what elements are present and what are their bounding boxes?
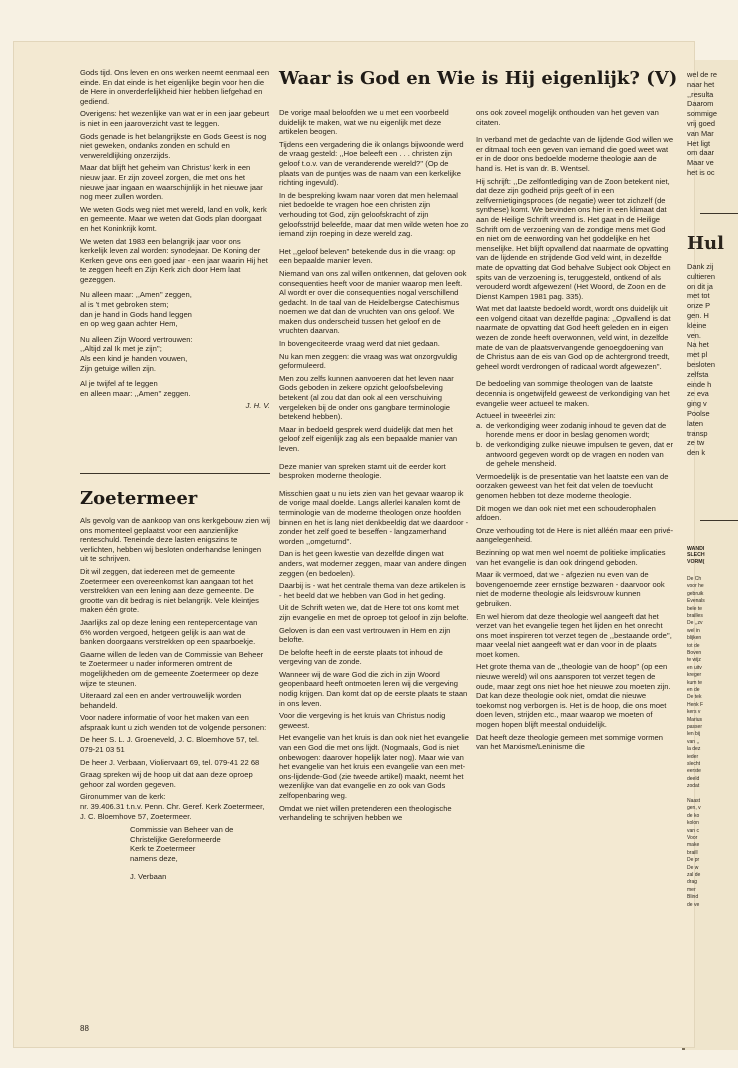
edge-line: ,,resulta: [687, 89, 714, 99]
paragraph: Bezinning op wat men wel noemt de politieke implicaties van het evangelie is dan ook dringend geboden.: [476, 547, 666, 567]
contact-line: De heer J. Verbaan, Violiervaart 69, tel. 079-41 22 68: [80, 757, 260, 767]
paragraph: Graag spreken wij de hoop uit dat aan deze oproep gehoor zal worden gegeven.: [80, 770, 253, 789]
paragraph: Jaarlijks zal op deze lening een rentepercentage van 6% worden vergoed, hetgeen gelijk is aan wat de banken doorgaans verstrekken op een spaarboekje.: [80, 617, 258, 647]
edge-line: kolon: [687, 820, 699, 827]
next-page-heading: Hul: [687, 233, 724, 254]
divider: [700, 213, 738, 214]
list-item: [476, 440, 674, 469]
edge-line: het is oc: [687, 168, 715, 177]
edge-line: de ve: [687, 901, 700, 908]
edge-line: cultieren: [687, 271, 715, 281]
poem-stanza: [80, 290, 270, 328]
edge-line: transp: [687, 428, 708, 438]
paragraph: In de bespreking kwam naar voren dat men helemaal niet bedoelde te vragen hoe een christen zijn verhouding tot God, zijn geloofskracht of zijn geloofsstrijd beleefde, maar dat men wilde weten hoe zo iemand zijn roeping in deze wereld zag.: [279, 190, 469, 239]
edge-line: ieder: [687, 753, 699, 760]
signoff-line: Kerk te Zoetermeer: [130, 844, 196, 854]
paragraph: Het grote thema van de ,,theologie van de hoop'' (op een nieuwe wereld) wil ons aansporen tot verzet tegen de oude, maar zegt ons niet hoe het nieuwe zou moeten zijn. Dat kan deze theologie ook niet, omdat die nieuwe toekomst nog verborgen is. Het is de hoop, die ons moet doen leven, strijden etc., maar waarop we moeten of mogen hopen blijft meestal onduidelijk.: [476, 662, 671, 730]
edge-line: blijken: [687, 635, 702, 642]
article-middle-column: [279, 108, 469, 826]
edge-line: ven.: [687, 330, 701, 340]
paragraph: En wel hierom dat deze theologie wel aangeeft dat het verzet van het evangelie tegen het lijden en het onrecht ons moet inspireren tot verzet tegen de ,,bestaande orde'', maar veelal niet aangeeft wat er dan voor in de plaats moet komen.: [476, 611, 672, 659]
signoff: [80, 825, 270, 881]
paragraph: Gaarne willen de leden van de Commissie van Beheer te Zoetermeer u nader informeren omtrent de mogelijkheden om de gemeente Zoetermeer op deze wijze te steunen.: [80, 649, 264, 688]
poem-line: en op weg gaan achter Hem,: [80, 319, 178, 329]
paragraph: Nu kan men zeggen: die vraag was wat onzorgvuldig geformuleerd.: [279, 351, 458, 371]
poem-stanza: [80, 379, 270, 398]
edge-line: wel in: [687, 627, 700, 634]
edge-line: sommige: [687, 109, 717, 119]
edge-line: la dez: [687, 746, 701, 753]
edge-line: besloten: [687, 360, 715, 369]
edge-line: Blind: [687, 894, 699, 901]
edge-line: Marius: [687, 716, 703, 723]
edge-line: ze tw: [687, 438, 705, 448]
list-item: [476, 421, 674, 440]
paragraph: Dit wil zeggen, dat iedereen met de gemeente Zoetermeer een overeenkomst kan aangaan tot het verstrekken van een lening aan deze gemeente. De grootte van dit bedrag is niet belangrijk. Vele kleintjes maken één grote.: [80, 566, 259, 615]
edge-line: bele te: [687, 605, 703, 612]
edge-line: Naast: [687, 798, 701, 804]
poem-line: Zijn getuige willen zijn.: [80, 363, 156, 373]
paragraph: Deze manier van spreken stamt uit de eerder kort besproken moderne theologie.: [279, 461, 446, 481]
edge-line: zal de: [687, 872, 701, 878]
edge-line: laten: [687, 418, 704, 428]
list: [476, 421, 674, 469]
edge-line: Dank zij: [687, 262, 714, 271]
list-marker: a.: [476, 420, 483, 430]
paragraph: We weten Gods weg niet met wereld, land en volk, kerk en gemeente. Maar we weten dat Gods plan doorgaat en het Koninkrijk komt.: [80, 204, 267, 233]
edge-line: de ko: [687, 812, 700, 819]
paragraph: Het ,,geloof beleven'' betekende dus in die vraag: op een bepaalde manier leven.: [279, 246, 456, 266]
poem-line: Al je twijfel af te leggen: [80, 379, 158, 389]
edge-line: De w: [687, 864, 699, 871]
edge-line: Daarom: [687, 99, 714, 109]
edge-line: kum te: [687, 679, 703, 686]
edge-line: vrij goed: [687, 119, 715, 128]
paragraph: Voor nadere informatie of voor het maken van een afspraak kunt u zich wenden tot de volgende personen:: [80, 713, 267, 732]
article-title: Waar is God en Wie is Hij eigenlijk? (V): [279, 68, 678, 89]
edge-line: mer: [687, 886, 696, 893]
edge-line: on dit ja: [687, 281, 713, 291]
edge-line: voor he: [687, 583, 704, 590]
paragraph: De bedoeling van sommige theologen van de laatste decennia is ongetwijfeld geweest de verkondiging van het evangelie weer actueel te maken.: [476, 379, 670, 408]
edge-line: en de: [687, 687, 700, 693]
poem-line: dan je hand in Gods hand leggen: [80, 309, 192, 319]
poem-line: ,,Altijd zal Ik met je zijn'';: [80, 344, 162, 354]
contact-line: De heer S. L. J. Groeneveld, J. C. Bloemhove 57, tel. 079-21 03 51: [80, 735, 259, 755]
paragraph: Wanneer wij de ware God die zich in zijn Woord geopenbaard heeft ontmoeten leren wij die vergeving nodig krijgen. Dan komt dat op de eerste plaats te staan in ons leven.: [279, 669, 468, 708]
edge-line: Voor: [687, 835, 698, 841]
edge-line: Henk F: [687, 701, 704, 708]
signoff-line: namens deze,: [130, 854, 178, 863]
edge-line: braill: [687, 849, 698, 856]
edge-line: onze P: [687, 301, 711, 311]
paragraph: Als gevolg van de aankoop van ons kerkgebouw zien wij ons momenteel geplaatst voor een aanzienlijke renteschuld. Teneinde deze lasten enigszins te verlichten, hebben wij besloten onderhandse leningen uit te schrijven.: [80, 516, 270, 564]
edge-line: Het ligt: [687, 138, 711, 148]
edge-line: Maar ve: [687, 158, 714, 168]
paragraph: Omdat we niet willen pretenderen een theologische verhandeling te schrijven hebben we: [279, 803, 452, 823]
quote-paragraph: Hij schrijft: ,,De zelfontlediging van de Zoon betekent niet, dat deze zijn godheid prijs geeft of in een zelfvernietigingsproces (de negatie) weer tot zichzelf (de synthese) komt. We bevinden ons hier in een klimaat dat aan de Heilige Schrift vreemd is. Het gaat in de Heilige Schrift om de verzoening van de zondige mens met God en niet om de eenwording van het goddelijke en het menselijke. Het blijft opvallend dat naarmate de opvatting van de lijdende en strijdende God veld wint, in dezelfde mate de opvatting dat God behalve Subject ook Object en spits van de verzoening is, teruggesteld, ontkend of als verouderd wordt afgewezen! (Het Woord, de Zoon en de Dienst Kampen 1981 pag. 335).: [476, 176, 671, 301]
paragraph: Gironummer van de kerk:: [80, 792, 166, 802]
edge-line: kreger: [687, 672, 702, 679]
edge-line: met pl: [687, 350, 708, 360]
list-item-text: de verkondiging zulke nieuwe impulsen te geven, dat er antwoord gegeven wordt op de vragen en noden van de gehele mensheid.: [486, 440, 674, 469]
paragraph: Niemand van ons zal willen ontkennen, dat geloven ook consequenties heeft voor de manier waarop men leeft. Al wordt er over die consequenties nogal verschillend gedacht. In de taal van de Heidelbergse Catechismus noemen we dat dan de vruchten van ons geloof. We maken dus onderscheid tussen het geloof en de vruchten daarvan.: [279, 268, 467, 336]
edge-line: den k: [687, 448, 706, 458]
paragraph: Maar in bedoeld gesprek werd duidelijk dat men het geloof zelf eigenlijk zag als een bepaalde manier van leven.: [279, 424, 458, 453]
poem-line: Als een kind je handen vouwen,: [80, 354, 188, 364]
list-item-text: de verkondiging weer zodanig inhoud te geven dat de horende mens er door in beslag genomen wordt;: [486, 420, 667, 440]
paragraph: ons ook zoveel mogelijk onthouden van het geven van citaten.: [476, 108, 659, 127]
edge-line: ging v: [687, 399, 707, 409]
edge-line: len bij: [687, 731, 701, 738]
giro-line: nr. 39.406.31 t.n.v. Penn. Chr. Geref. Kerk Zoetermeer, J. C. Bloemhove 57, Zoetermeer.: [80, 802, 265, 821]
edge-line: De pr: [687, 857, 700, 864]
author-signature: J. H. V.: [245, 401, 270, 411]
paragraph: Maar ik vermoed, dat we - afgezien nu even van de bovengenoemde zeer ernstige bezwaren - daarvoor ook niet de moderne theologie als leidsvrouw kunnen gebruiken.: [476, 570, 665, 608]
edge-line: slecht: [687, 761, 701, 767]
edge-line: zelfsta: [687, 369, 709, 379]
edge-line: tot de: [687, 642, 700, 649]
edge-line: De Ch: [687, 576, 702, 582]
edge-line: van c: [687, 827, 699, 834]
paragraph: Overigens: het wezenlijke van wat er in een jaar gebeurt is niet in een jaaroverzicht vast te leggen.: [80, 109, 270, 128]
poem-line: en alleen maar: ,,Amen'' zeggen.: [80, 388, 191, 398]
edge-line: WANDI: [687, 546, 705, 552]
paragraph: We weten dat 1983 een belangrijk jaar voor ons kerkelijk leven zal worden: synodejaar. De Koning der Kerken geve ons een goed jaar - een jaar waarin Hij het te zeggen heeft en Zijn Kerk zich door Hem laat gezeggen.: [80, 236, 268, 284]
edge-line: om daar: [687, 148, 715, 158]
edge-line: De ,,zv: [687, 620, 703, 627]
poem-line: Nu alleen maar: ,,Amen'' zeggen,: [80, 290, 192, 300]
paragraph: Dit mogen we dan ook niet met een schouderophalen afdoen.: [476, 503, 656, 523]
paragraph: Dat heeft deze theologie gemeen met sommige vormen van het Marxisme/Leninisme die: [476, 732, 663, 752]
paragraph: In verband met de gedachte van de lijdende God willen we er ditmaal toch een geven van iemand die goed weet wat er in de door ons bedoelde moderne theologie aan de hand is. Het is van dr. B. Wentsel.: [476, 135, 674, 173]
edge-line: einde h: [687, 379, 712, 389]
article-right-column: [476, 108, 674, 755]
edge-line: eerste: [687, 768, 701, 775]
edge-line: gebruik: [687, 590, 704, 597]
signoff-line: Commissie van Beheer van de: [130, 825, 234, 835]
poem-stanza: [80, 335, 270, 373]
paragraph: Actueel in tweeërlei zin:: [476, 411, 556, 421]
divider: [700, 520, 738, 521]
edge-line: SLECH: [687, 552, 705, 559]
paragraph: Daarbij is - wat het centrale thema van deze artikelen is - het beeld dat we hebben van God in het geding.: [279, 581, 466, 600]
paragraph: Voor die vergeving is het kruis van Christus nodig geweest.: [279, 711, 446, 730]
edge-line: Evenals: [687, 598, 705, 605]
divider: [80, 473, 270, 474]
paragraph: Het evangelie van het kruis is dan ook niet het evangelie van een God die met ons lijdt. (Nogmaals, God is niet onbewogen: daarover hopelijk later nog). Maar wie van het evangelie van het kruis een evangelie van een met-ons-lijdende-God (zie tweede artikel) maakt, neemt het wezenlijke van dat evangelie en zo ook van Gods zelfopenbaring weg.: [279, 733, 469, 800]
poem-line: Nu alleen Zijn Woord vertrouwen:: [80, 334, 193, 344]
paragraph: De belofte heeft in de eerste plaats tot inhoud de vergeving van de zonde.: [279, 647, 443, 667]
edge-line: Na het: [687, 340, 709, 350]
edge-line: met tot: [687, 291, 710, 301]
edge-line: en uitv: [687, 664, 702, 671]
edge-line: zodat: [687, 783, 700, 790]
paragraph: Dan is het geen kwestie van dezelfde dingen wat anders, wat moderner zeggen, maar van andere dingen zeggen (en bedoelen).: [279, 549, 467, 578]
edge-line: brailles: [687, 613, 703, 619]
edge-line: kers v: [687, 709, 701, 716]
paragraph: Geloven is dan een vast vertrouwen in Hem en zijn belofte.: [279, 625, 451, 645]
signer-name: J. Verbaan: [130, 871, 167, 881]
edge-line: van Mar: [687, 128, 714, 138]
edge-line: wel de re: [687, 70, 717, 79]
paragraph: Gods genade is het belangrijkste en Gods Geest is nog niet geweken, ondanks zonden en schuld en verwereldlijking onzerzijds.: [80, 131, 267, 160]
edge-line: naar het: [687, 79, 715, 89]
edge-line: passer: [687, 724, 703, 730]
left-column: [80, 68, 270, 411]
poem-line: al is 't met gebroken stem;: [80, 300, 169, 310]
edge-line: kleine: [687, 320, 707, 330]
edge-line: ze eva: [687, 389, 709, 399]
quote-paragraph: Wat met dat laatste bedoeld wordt, wordt ons duidelijk uit een volgend citaat van dezelfde pagina: ,,Opvallend is dat naarmate de opvatting dat God heeft geleden en in eigen wezen de zonde heeft overwonnen, veld wint, in dezelfde mate de van de plaatsvervangende genoegdoening van de Christus aan de eis van God op de achtergrond treedt, geheel wordt verdrongen of radicaal wordt afgewezen''.: [476, 304, 671, 371]
paragraph: Men zou zelfs kunnen aanvoeren dat het leven naar Gods geboden in zekere opzicht geloofsbeleving betekent (al zou dat dan ook al een verschuiving vergeleken bij de onder ons gangbare terminologie betekend hebben).: [279, 373, 454, 422]
edge-line: Boven: [687, 650, 702, 656]
paragraph: Vermoedelijk is de presentatie van het laatste een van de oorzaken geweest van het feit dat velen de toevlucht genomen hebben tot deze moderne theologie.: [476, 471, 669, 500]
paragraph: Misschien gaat u nu iets zien van het gevaar waarop ik de vorige maal doelde. Langs allerlei kanalen komt de terminologie van de moderne theologen onze hoofden binnen en het is lang niet denkbeeldig dat we daardoor - zonder het zelf goed te beseffen - langzamerhand worden ,,omgeturnd''.: [279, 488, 469, 546]
edge-line: van ,,: [687, 738, 700, 745]
section-heading: Zoetermeer: [80, 488, 198, 509]
edge-line: drag: [687, 879, 698, 886]
edge-line: deeld: [687, 775, 700, 782]
paragraph: Maar dat blijft het geheim van Christus' kerk in een nieuw jaar. Er zijn zoveel zorgen, die met ons het nieuwe jaar ingaan en waarschijnlijk in het nieuwe jaar nog meer zullen worden.: [80, 163, 263, 202]
edge-line: make: [687, 842, 700, 849]
zoetermeer-section: [80, 488, 270, 881]
edge-line: gen, v: [687, 805, 701, 812]
paragraph: De vorige maal beloofden we u met een voorbeeld duidelijk te maken, wat we nu eigenlijk met deze artikelen beogen.: [279, 108, 449, 137]
paragraph: Gods tijd. Ons leven en ons werken neemt eenmaal een einde. En dat einde is het eigenlijke begin voor hen die de Here in onverderfelijkheid hier hebben liefgehad en gediend.: [80, 68, 270, 106]
edge-line: gen. H: [687, 311, 709, 320]
edge-line: te wijz: [687, 657, 701, 664]
paragraph: Uiteraard zal een en ander vertrouwelijk worden behandeld.: [80, 691, 242, 710]
paragraph: Onze verhouding tot de Here is niet alléén maar een privé-aangelegenheid.: [476, 525, 674, 545]
edge-line: Poolse: [687, 409, 710, 418]
paragraph: Tijdens een vergadering die ik onlangs bijwoonde werd de vraag gesteld: ,,Hoe beleeft een . . . christen zijn geloof t.o.v. van de veranderende wereld?'' (Op de plaats van de puntjes was de naam van een kerkelijke richting ingevuld).: [279, 139, 464, 188]
signoff-line: Christelijke Gereformeerde: [130, 834, 221, 844]
paragraph: Uit de Schrift weten we, dat de Here tot ons komt met zijn evangelie en met de oproep tot geloof in zijn belofte.: [279, 603, 469, 622]
edge-line: VORM(: [687, 558, 705, 565]
page-number: 88: [80, 1024, 89, 1033]
list-marker: b.: [476, 440, 483, 449]
edge-line: De tek: [687, 694, 702, 701]
paragraph: In bovengeciteerde vraag werd dat niet gedaan.: [279, 339, 440, 349]
